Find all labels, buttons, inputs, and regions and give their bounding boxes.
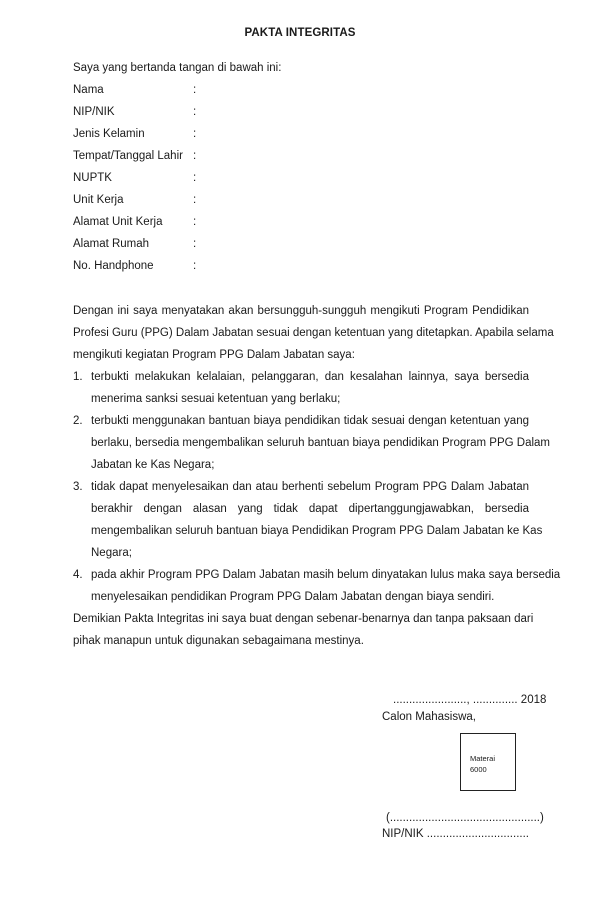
item-line: pada akhir Program PPG Dalam Jabatan masih belum dinyatakan lulus maka saya bersedia: [91, 569, 561, 581]
signatory-nip-line: NIP/NIK ................................: [382, 828, 529, 840]
closing-line: Demikian Pakta Integritas ini saya buat dengan sebenar-benarnya dan tanpa paksaan dari: [73, 613, 534, 625]
field-colon: :: [193, 172, 197, 184]
item-number: 3.: [73, 481, 83, 493]
statement-line: Dengan ini saya menyatakan akan bersungguh-sungguh mengikuti Program Pendidikan: [73, 305, 529, 317]
place-date: ......................., .............. 2018: [393, 694, 547, 706]
field-label-jenis-kelamin: Jenis Kelamin: [73, 128, 145, 140]
item-line: terbukti melakukan kelalaian, pelanggaran, dan kesalahan lainnya, saya bersedia: [91, 371, 529, 383]
field-colon: :: [193, 260, 197, 272]
signatory-role: Calon Mahasiswa,: [382, 711, 476, 723]
field-colon: :: [193, 106, 197, 118]
field-colon: :: [193, 128, 197, 140]
item-number: 4.: [73, 569, 83, 581]
field-label-no-handphone: No. Handphone: [73, 260, 154, 272]
field-label-alamat-rumah: Alamat Rumah: [73, 238, 150, 250]
stamp-box: [460, 733, 516, 791]
field-label-alamat-unit-kerja: Alamat Unit Kerja: [73, 216, 163, 228]
field-label-tempat-tanggal-lahir: Tempat/Tanggal Lahir: [73, 150, 183, 162]
item-line: Jabatan ke Kas Negara;: [91, 459, 215, 471]
field-colon: :: [193, 238, 197, 250]
closing-line: pihak manapun untuk digunakan sebagaimana mestinya.: [73, 635, 364, 647]
statement-line: mengikuti kegiatan Program PPG Dalam Jabatan saya:: [73, 349, 355, 361]
item-line: mengembalikan seluruh bantuan biaya Pendidikan Program PPG Dalam Jabatan ke Kas: [91, 525, 543, 537]
item-line: berlaku, bersedia mengembalikan seluruh bantuan biaya pendidikan Program PPG Dalam: [91, 437, 550, 449]
field-label-unit-kerja: Unit Kerja: [73, 194, 124, 206]
item-line: Negara;: [91, 547, 132, 559]
field-label-nama: Nama: [73, 84, 104, 96]
field-label-nip-nik: NIP/NIK: [73, 106, 115, 118]
item-line: menyelesaikan pendidikan Program PPG Dalam Jabatan dengan biaya sendiri.: [91, 591, 495, 603]
field-colon: :: [193, 84, 197, 96]
intro-text: Saya yang bertanda tangan di bawah ini:: [73, 62, 282, 74]
item-line: tidak dapat menyelesaikan dan atau berhenti sebelum Program PPG Dalam Jabatan: [91, 481, 529, 493]
item-line: menerima sanksi sesuai ketentuan yang berlaku;: [91, 393, 341, 405]
item-number: 1.: [73, 371, 83, 383]
stamp-label: Materai: [470, 754, 496, 763]
document-title: PAKTA INTEGRITAS: [244, 27, 356, 39]
stamp-value: 6000: [470, 765, 487, 774]
item-line: terbukti menggunakan bantuan biaya pendidikan tidak sesuai dengan ketentuan yang: [91, 415, 529, 427]
signatory-name-line: (...............................................): [386, 812, 544, 824]
field-colon: :: [193, 194, 197, 206]
field-label-nuptk: NUPTK: [73, 172, 112, 184]
item-line: berakhir dengan alasan yang tidak dapat dipertanggungjawabkan, bersedia: [91, 503, 529, 515]
field-colon: :: [193, 150, 197, 162]
statement-line: Profesi Guru (PPG) Dalam Jabatan sesuai dengan ketentuan yang ditetapkan. Apabila selama: [73, 327, 554, 339]
field-colon: :: [193, 216, 197, 228]
item-number: 2.: [73, 415, 83, 427]
